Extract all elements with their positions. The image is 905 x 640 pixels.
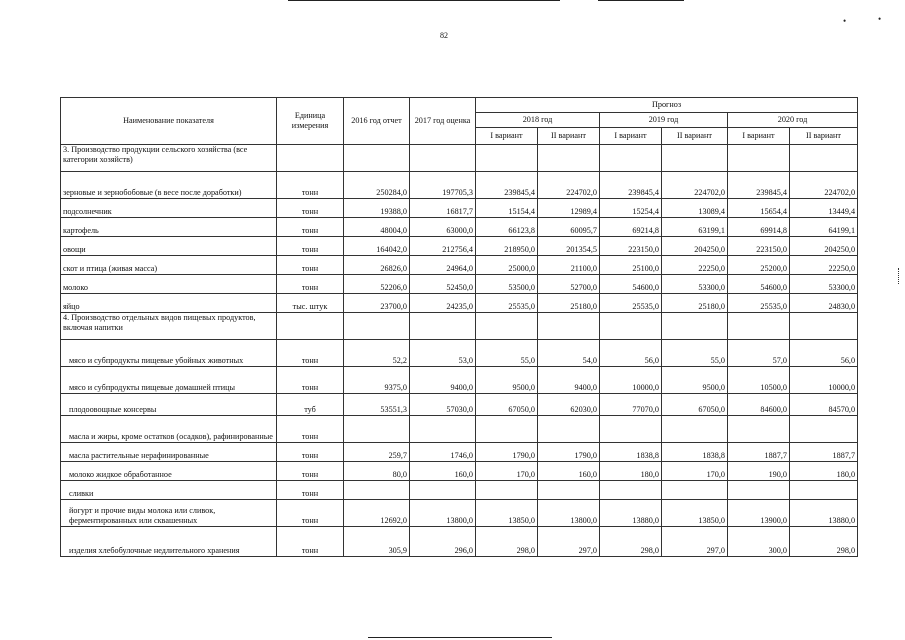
cell-2020-v1: 25535,0 [728, 294, 790, 313]
cell-2016: 23700,0 [344, 294, 410, 313]
table-row [61, 199, 858, 218]
cell-2016: 53551,3 [344, 394, 410, 416]
cell-2018-v1: 239845,4 [476, 172, 538, 199]
cell-2018-v2: 160,0 [538, 462, 600, 481]
row-label: зерновые и зернобобовые (в весе после доработки) [61, 172, 277, 199]
table-row [61, 500, 858, 527]
row-unit: тонн [277, 275, 344, 294]
table-row [61, 367, 858, 394]
cell-2020-v1: 15654,4 [728, 199, 790, 218]
cell-2016: 19388,0 [344, 199, 410, 218]
cell-2017: 1746,0 [410, 443, 476, 462]
table-row [61, 527, 858, 557]
cell-2016: 12692,0 [344, 500, 410, 527]
col-header-variant-1: I вариант [476, 128, 538, 145]
cell-2016 [344, 416, 410, 443]
cell-2019-v1 [600, 481, 662, 500]
cell-2019-v2: 55,0 [662, 340, 728, 367]
col-header-variant-1: I вариант [728, 128, 790, 145]
cell-2019-v2: 53300,0 [662, 275, 728, 294]
cell-2018-v2: 9400,0 [538, 367, 600, 394]
cell-2019-v2 [662, 416, 728, 443]
cell-2018-v1: 25535,0 [476, 294, 538, 313]
cell-2018-v1: 9500,0 [476, 367, 538, 394]
cell-2019-v2: 297,0 [662, 527, 728, 557]
cell-2019-v1: 1838,8 [600, 443, 662, 462]
cell-2020-v1: 300,0 [728, 527, 790, 557]
cell-2020-v1: 69914,8 [728, 218, 790, 237]
col-header-prognoz: Прогноз [476, 98, 858, 113]
cell-2019-v1: 15254,4 [600, 199, 662, 218]
col-header-unit: Единица измерения [277, 98, 344, 145]
cell-2019-v2: 13089,4 [662, 199, 728, 218]
table-row [61, 172, 858, 199]
row-unit: тонн [277, 443, 344, 462]
cell-2016 [344, 481, 410, 500]
row-label: молоко жидкое обработанное [61, 462, 277, 481]
cell-2020-v1: 190,0 [728, 462, 790, 481]
cell-2020-v1: 54600,0 [728, 275, 790, 294]
cell-2020-v1: 10500,0 [728, 367, 790, 394]
cell-2020-v2: 53300,0 [790, 275, 858, 294]
cell-2017 [410, 481, 476, 500]
cell-2016: 52206,0 [344, 275, 410, 294]
cell-2017: 296,0 [410, 527, 476, 557]
row-label: изделия хлебобулочные недлительного хранения [61, 527, 277, 557]
col-header-year-2018: 2018 год [476, 113, 600, 128]
cell-2016: 259,7 [344, 443, 410, 462]
cell-2017: 52450,0 [410, 275, 476, 294]
cell-2019-v1: 10000,0 [600, 367, 662, 394]
cell-2016: 250284,0 [344, 172, 410, 199]
cell-2018-v1: 15154,4 [476, 199, 538, 218]
cell-2020-v1: 25200,0 [728, 256, 790, 275]
cell-2018-v2: 62030,0 [538, 394, 600, 416]
cell-2017: 16817,7 [410, 199, 476, 218]
row-unit: тонн [277, 481, 344, 500]
col-header-2017: 2017 год оценка [410, 98, 476, 145]
row-unit: тонн [277, 172, 344, 199]
cell-2018-v2: 13800,0 [538, 500, 600, 527]
cell-2020-v2: 84570,0 [790, 394, 858, 416]
table-row [61, 218, 858, 237]
cell-2020-v1: 13900,0 [728, 500, 790, 527]
cell-2018-v2: 1790,0 [538, 443, 600, 462]
col-header-name: Наименование показателя [61, 98, 277, 145]
cell-2019-v1: 13880,0 [600, 500, 662, 527]
cell-2018-v2: 25180,0 [538, 294, 600, 313]
row-unit: тонн [277, 367, 344, 394]
cell-2020-v2: 64199,1 [790, 218, 858, 237]
cell-2019-v1 [600, 416, 662, 443]
row-label: молоко [61, 275, 277, 294]
cell-2018-v1 [476, 416, 538, 443]
cell-2019-v1: 298,0 [600, 527, 662, 557]
cell-2019-v2: 25180,0 [662, 294, 728, 313]
cell-2018-v1: 25000,0 [476, 256, 538, 275]
cell-2020-v2: 204250,0 [790, 237, 858, 256]
page-number: 82 [440, 31, 448, 40]
cell-2017 [410, 416, 476, 443]
cell-2019-v2: 1838,8 [662, 443, 728, 462]
cell-2019-v1: 239845,4 [600, 172, 662, 199]
cell-2019-v1: 54600,0 [600, 275, 662, 294]
table-row [61, 394, 858, 416]
row-unit: тонн [277, 218, 344, 237]
scan-mark-icon: • [878, 14, 882, 24]
cell-2019-v2: 13850,0 [662, 500, 728, 527]
row-label: подсолнечник [61, 199, 277, 218]
cell-2019-v1: 69214,8 [600, 218, 662, 237]
cell-2017: 24964,0 [410, 256, 476, 275]
top-rule-left [288, 0, 560, 1]
cell-2018-v2: 52700,0 [538, 275, 600, 294]
cell-2019-v1: 77070,0 [600, 394, 662, 416]
cell-2018-v1: 1790,0 [476, 443, 538, 462]
row-unit: тыс. штук [277, 294, 344, 313]
cell-2017: 57030,0 [410, 394, 476, 416]
cell-2018-v2 [538, 481, 600, 500]
cell-2019-v2: 22250,0 [662, 256, 728, 275]
cell-2020-v1: 239845,4 [728, 172, 790, 199]
cell-2018-v1: 298,0 [476, 527, 538, 557]
table-row [61, 416, 858, 443]
cell-2018-v2: 21100,0 [538, 256, 600, 275]
cell-2020-v1: 84600,0 [728, 394, 790, 416]
cell-2016: 80,0 [344, 462, 410, 481]
cell-2017: 63000,0 [410, 218, 476, 237]
scan-edge-mark [898, 268, 900, 284]
row-label: овощи [61, 237, 277, 256]
col-header-variant-1: I вариант [600, 128, 662, 145]
cell-2019-v2: 224702,0 [662, 172, 728, 199]
cell-2018-v2: 224702,0 [538, 172, 600, 199]
section-title: 4. Производство отдельных видов пищевых продуктов, включая напитки [61, 313, 277, 340]
cell-2020-v2: 298,0 [790, 527, 858, 557]
row-unit: тонн [277, 340, 344, 367]
cell-2017: 160,0 [410, 462, 476, 481]
table-row [61, 340, 858, 367]
cell-2020-v1: 57,0 [728, 340, 790, 367]
table-row [61, 275, 858, 294]
col-header-variant-2: II вариант [790, 128, 858, 145]
cell-2020-v2: 24830,0 [790, 294, 858, 313]
row-unit: туб [277, 394, 344, 416]
row-label: масла и жиры, кроме остатков (осадков), рафинированные [61, 416, 277, 443]
cell-2020-v2: 13449,4 [790, 199, 858, 218]
cell-2019-v2: 204250,0 [662, 237, 728, 256]
cell-2018-v2 [538, 416, 600, 443]
row-label: плодоовощные консервы [61, 394, 277, 416]
col-header-variant-2: II вариант [662, 128, 728, 145]
cell-2020-v2: 224702,0 [790, 172, 858, 199]
cell-2019-v2: 9500,0 [662, 367, 728, 394]
col-header-2016: 2016 год отчет [344, 98, 410, 145]
cell-2019-v1: 56,0 [600, 340, 662, 367]
cell-2020-v2: 22250,0 [790, 256, 858, 275]
row-label: йогурт и прочие виды молока или сливок, ферментированных или сквашенных [61, 500, 277, 527]
cell-2020-v2: 10000,0 [790, 367, 858, 394]
row-unit: тонн [277, 237, 344, 256]
table-row [61, 256, 858, 275]
cell-2018-v2: 297,0 [538, 527, 600, 557]
cell-2017: 53,0 [410, 340, 476, 367]
table-row [61, 443, 858, 462]
cell-2020-v2: 56,0 [790, 340, 858, 367]
table-row [61, 462, 858, 481]
cell-2020-v1 [728, 416, 790, 443]
cell-2017: 13800,0 [410, 500, 476, 527]
cell-2017: 197705,3 [410, 172, 476, 199]
cell-2017: 24235,0 [410, 294, 476, 313]
section-title: 3. Производство продукции сельского хозяйства (все категории хозяйств) [61, 145, 277, 172]
cell-2019-v1: 223150,0 [600, 237, 662, 256]
cell-2019-v1: 180,0 [600, 462, 662, 481]
cell-2017: 212756,4 [410, 237, 476, 256]
cell-2016: 52,2 [344, 340, 410, 367]
row-unit: тонн [277, 500, 344, 527]
cell-2019-v2: 67050,0 [662, 394, 728, 416]
cell-2020-v2: 1887,7 [790, 443, 858, 462]
table-row [61, 481, 858, 500]
table-row [61, 294, 858, 313]
cell-2016: 48004,0 [344, 218, 410, 237]
cell-2018-v2: 201354,5 [538, 237, 600, 256]
table-row [61, 237, 858, 256]
cell-2019-v2 [662, 481, 728, 500]
row-unit: тонн [277, 527, 344, 557]
col-header-year-2020: 2020 год [728, 113, 858, 128]
row-label: сливки [61, 481, 277, 500]
cell-2020-v2 [790, 416, 858, 443]
row-unit: тонн [277, 462, 344, 481]
bottom-rule [368, 637, 552, 638]
row-label: яйцо [61, 294, 277, 313]
forecast-table [60, 97, 858, 557]
cell-2018-v1: 218950,0 [476, 237, 538, 256]
col-header-variant-2: II вариант [538, 128, 600, 145]
cell-2019-v2: 63199,1 [662, 218, 728, 237]
cell-2016: 305,9 [344, 527, 410, 557]
cell-2018-v1: 13850,0 [476, 500, 538, 527]
row-unit: тонн [277, 199, 344, 218]
cell-2018-v1: 55,0 [476, 340, 538, 367]
cell-2018-v1: 66123,8 [476, 218, 538, 237]
cell-2020-v2 [790, 481, 858, 500]
cell-2019-v1: 25535,0 [600, 294, 662, 313]
cell-2016: 26826,0 [344, 256, 410, 275]
cell-2018-v2: 12989,4 [538, 199, 600, 218]
cell-2018-v1: 67050,0 [476, 394, 538, 416]
cell-2018-v1 [476, 481, 538, 500]
col-header-year-2019: 2019 год [600, 113, 728, 128]
cell-2018-v2: 60095,7 [538, 218, 600, 237]
cell-2020-v1: 223150,0 [728, 237, 790, 256]
cell-2018-v1: 170,0 [476, 462, 538, 481]
row-label: мясо и субпродукты пищевые убойных животных [61, 340, 277, 367]
cell-2019-v2: 170,0 [662, 462, 728, 481]
cell-2020-v2: 180,0 [790, 462, 858, 481]
row-unit: тонн [277, 256, 344, 275]
row-unit: тонн [277, 416, 344, 443]
cell-2016: 9375,0 [344, 367, 410, 394]
top-rule-right [598, 0, 684, 1]
scan-mark-icon: • [843, 16, 847, 26]
cell-2016: 164042,0 [344, 237, 410, 256]
cell-2019-v1: 25100,0 [600, 256, 662, 275]
cell-2018-v1: 53500,0 [476, 275, 538, 294]
cell-2020-v1: 1887,7 [728, 443, 790, 462]
row-label: масла растительные нерафинированные [61, 443, 277, 462]
row-label: скот и птица (живая масса) [61, 256, 277, 275]
cell-2018-v2: 54,0 [538, 340, 600, 367]
row-label: мясо и субпродукты пищевые домашней птицы [61, 367, 277, 394]
cell-2017: 9400,0 [410, 367, 476, 394]
row-label: картофель [61, 218, 277, 237]
cell-2020-v2: 13880,0 [790, 500, 858, 527]
cell-2020-v1 [728, 481, 790, 500]
